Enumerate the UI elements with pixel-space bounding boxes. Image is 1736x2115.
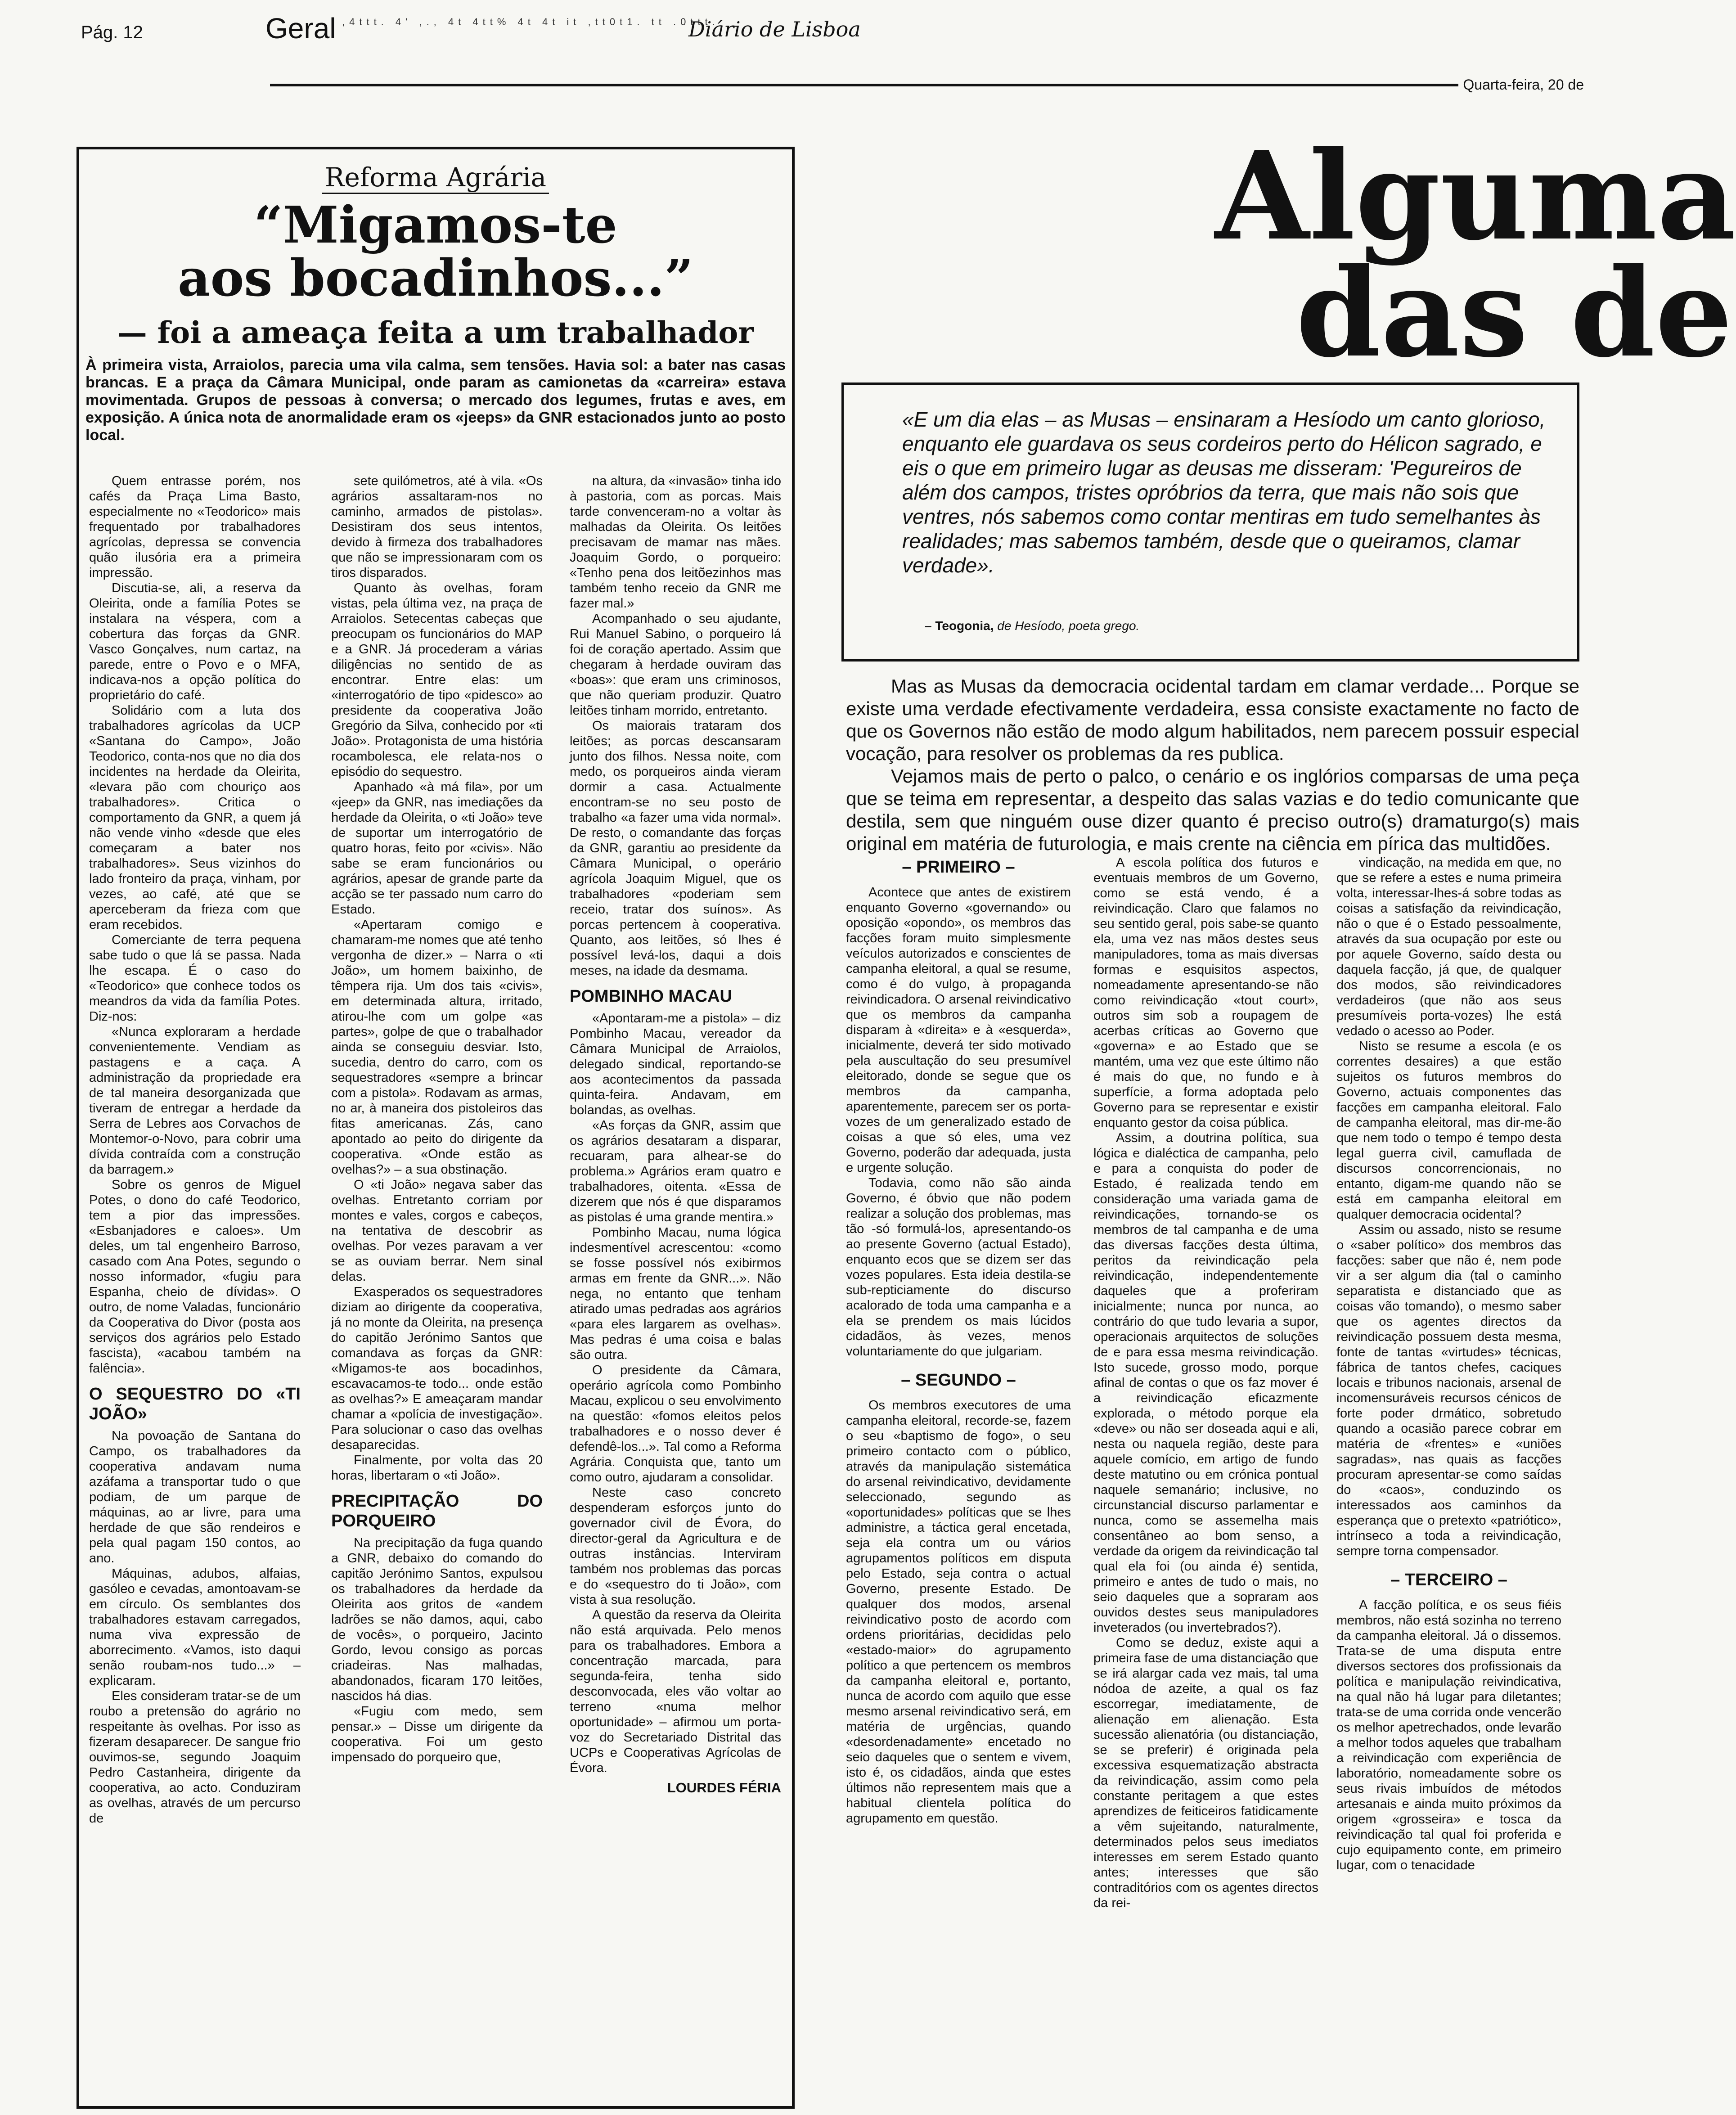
paragraph: vindicação, na medida em que, no que se refere a estes e numa primeira volta, interessar-lhes-á sobre todas as coisas a satisfação da reivindicação, não o que é o Estado pessoalmente, através da sua ocupação por este ou por aquele Governo, saído desta ou daquela facção, já que, de qualquer dos modos, são reivindicadores verdadeiros (que não aos seus presumíveis porta-vozes) lhe está vedado o acesso ao Poder. [1336,855,1561,1038]
right-headline-1: Alguma [1215,124,1736,267]
epigraph-box [841,382,1579,662]
subhead-sequestro: O SEQUESTRO DO «TI JOÃO» [89,1385,301,1423]
rc1b-body [846,1398,1071,1826]
essay-intro [846,675,1579,855]
paragraph: Como se deduz, existe aqui a primeira fase de uma distanciação que se irá alargar cada vez mais, tal uma nódoa de azeite, a qual os faz escorregar, imediatamente, de alienação em alienação. Esta sucessão alienatória (ou distanciação, se se preferir) é originada pela excessiva esquematização abstracta da reivindicação, assim como pela constante peritagem a que estes aprendizes de feiticeiros fatidicamente a vêm sujeitando, naturalmente, determinados pelos seus imediatos interesses em serem Estado quanto antes; interesses que são contraditórios com os agentes directos da rei- [1093,1636,1318,1910]
col1-body [89,473,301,1376]
col2-body [331,473,543,1483]
col1b-body [89,1428,301,1826]
paragraph: Todavia, como não são ainda Governo, é óbvio que não podem realizar a solução dos problemas, mas tão -só formulá-los, apresentando-os ao presente Governo (actual Estado), enquanto ecos que se dizem ser das vozes populares. Esta ideia destila-se sub-repticiamente do discurso acalorado de toda uma campanha e a ela se prendem os mais lúcidos cidadãos, às vezes, menos voluntariamente do que julgariam. [846,1176,1071,1359]
rc3-body [1336,855,1561,1559]
paragraph: Comerciante de terra pequena sabe tudo o que lá se passa. Nada lhe escapa. É o caso do «Teodorico» que conhece todos os meandros da vida da família Potes. Diz-nos: [89,933,301,1024]
paragraph: Acompanhado o seu ajudante, Rui Manuel Sabino, o porqueiro lá foi de coração apertado. Assim que chegaram à herdade ouviram das «boas»: que eram uns criminosos, que não queriam produzir. Quatro leitões tinham morrido, entretanto. [570,612,781,718]
author-signature: LOURDES FÉRIA [667,1780,781,1796]
paragraph: Apanhado «à má fila», por um «jeep» da GNR, nas imediações da herdade da Oleirita, o «ti João» teve de suportar um interrogatório de quatro horas, feito por «civis». Não sabe se eram funcionários ou agrários, apesar de grande parte da acção se ter passado num carro do Estado. [331,780,543,917]
paragraph: «Fugiu com medo, sem pensar.» – Disse um dirigente da cooperativa. Foi um gesto impensado do porqueiro que, [331,1704,543,1764]
paragraph: Na precipitação da fuga quando a GNR, debaixo do comando do capitão Jerónimo Santos, expulsou os trabalhadores da herdade da Oleirita aos gritos de «andem ladrões se não damos, aqui, cabo de vocês», o porqueiro, Jacinto Gordo, levou consigo as porcas criadeiras. Nas malhadas, abandonados, ficaram 170 leitões, nascidos há dias. [331,1536,543,1703]
paragraph: A questão da reserva da Oleirita não está arquivada. Pelo menos para os trabalhadores. Embora a concentração marcada, para segunda-feira, tenha sido desconvocada, eles vão voltar ao terreno «numa melhor oportunidade» – afirmou um porta-voz do Secretariado Distrital das UCPs e Cooperativas Agrícolas de Évora. [570,1608,781,1775]
paragraph: Discutia-se, ali, a reserva da Oleirita, onde a família Potes se instalara na véspera, com a cobertura das forças da GNR. Vasco Gonçalves, num cartaz, na parede, entre o Povo e o MFA, indicava-nos a opção política do proprietário do café. [89,581,301,702]
paragraph: Neste caso concreto despenderam esforços junto do governador civil de Évora, do director-geral da Agricultura e de outras instâncias. Interviram também nos problemas das porcas e do «sequestro do ti João», com vista à sua resolução. [570,1485,781,1607]
paragraph: Solidário com a luta dos trabalhadores agrícolas da UCP «Santana do Campo», João Teodorico, conta-nos que no dia dos incidentes na herdade da Oleirita, «levara pão com chouriço aos trabalhadores». Critica o comportamento da GNR, a quem já não vende vinho «desde que eles começaram a bater nos trabalhadores». Seus vizinhos do lado fronteiro da praça, vinham, por vezes, ao café, até que se aperceberam da frieza com que eram recebidos. [89,703,301,932]
paragraph: A escola política dos futuros e eventuais membros de um Governo, como se está vendo, é a reivindicação. Claro que falamos no seu sentido geral, pois sabe-se quanto ela, uma vez nas mãos destes seus manipuladores, toma as mais diversas formas e esquisitos aspectos, nomeadamente apresentando-se não como reivindicação «tout court», outros sim sob a roupagem de acerbas críticas ao Governo que «governa» e ao Estado que se mantém, uma vez que este último não é mais do que, no fundo e à superfície, a forma adoptada pelo Governo para se representar e existir enquanto gestor da coisa pública. [1093,855,1318,1130]
article-box [76,147,795,2109]
paragraph: Mas as Musas da democracia ocidental tardam em clamar verdade... Porque se existe uma verdade efectivamente verdadeira, essa consiste exactamente no facto de que os Governos não estão de modo algum habilitados, nem parecem possuir especial vocação, para resolver os problemas da res publica. [846,675,1579,764]
essay-column-2 [1093,855,1318,1911]
paragraph: Exasperados os sequestradores diziam ao dirigente da cooperativa, já no monte da Oleirita, na presença do capitão Jerónimo Santos que comandava as forças da GNR: «Migamos-te aos bocadinhos, escavacamos-te todo... onde estão as ovelhas?» E ameaçaram mandar chamar a «polícia de investigação». Para solucionar o caso das ovelhas desaparecidas. [331,1285,543,1452]
paragraph: «Apontaram-me a pistola» – diz Pombinho Macau, vereador da Câmara Municipal de Arraiolos, delegado sindical, reportando-se aos acontecimentos da passada quinta-feira. Andavam, em bolandas, as ovelhas. [570,1011,781,1117]
paragraph: Eles consideram tratar-se de um roubo a pretensão do agrário no respeitante às ovelhas. Por isso as fizeram desaparecer. De sangue frio ouvimos-se, segundo Joaquim Pedro Castanheira, dirigente da cooperativa, ao acto. Conduziram as ovelhas, através de um percurso de [89,1689,301,1826]
paragraph: Quanto às ovelhas, foram vistas, pela última vez, na praça de Arraiolos. Setecentas cabeças que preocupam os funcionários do MAP e a GNR. Já procederam a várias diligências no sentido de as encontrar. Entre elas: um «interrogatório de tipo «pidesco» ao presidente da cooperativa João Gregório da Silva, conhecido por «ti João». Protagonista de uma história rocambolesca, ele relata-nos o episódio do sequestro. [331,581,543,779]
subhead-segundo: – SEGUNDO – [901,1371,1016,1390]
header-rule [270,84,1584,86]
right-headline-2: das de [1296,241,1733,384]
paragraph: Máquinas, adubos, alfaias, gasóleo e cevadas, amontoavam-se em círculo. Os semblantes dos trabalhadores estavam carregados, numa viva expressão de aborrecimento. «Vamos, isto daqui senão roubam-nos tudo...» – explicaram. [89,1566,301,1688]
epigraph-attribution: – Teogonia, de Hesíodo, poeta grego. [925,619,1140,633]
paragraph: Os membros executores de uma campanha eleitoral, recorde-se, fazem o seu «baptismo de fogo», o seu primeiro contacto com o público, através da manipulação sistemática do arsenal reivindicativo, devidamente seleccionado, segundo as «oportunidades» políticas que se lhes administre, a táctica geral encetada, seja ela contra um ou vários agrupamentos políticos em disputa pelo Estado, seja contra o actual Governo, presente Estado. De qualquer dos modos, arsenal reivindicativo posto de acordo com ordens prioritárias, decididas pelo «estado-maior» do agrupamento político a que pertencem os membros da campanha eleitoral e, portanto, nunca de acordo com aquilo que esse mesmo arsenal reivindicativo será, em matéria de urgências, quando «desordenadamente» encetado no seio daqueles que o sentem e vivem, isto é, os cidadãos, ainda que estes últimos não representem mais que a habitual clientela política do agrupamento em questão. [846,1398,1071,1826]
paragraph: «Nunca exploraram a herdade convenientemente. Vendiam as pastagens e a caça. A administração da propriedade era de tal maneira desorganizada que tiveram de entregar a herdade da Serra de Lebres aos Corvachos de Montemor-o-Novo, para cobrir uma dívida contraída com a construção da barragem.» [89,1025,301,1177]
page-number: Pág. 12 [81,22,143,42]
epigraph-text: «E um dia elas – as Musas – ensinaram a Hesíodo um canto glorioso, enquanto ele guardava os seus cordeiros perto do Hélicon sagrado, e eis o que em primeiro lugar as deusas me disseram: 'Pegureiros de além dos campos, tristes opróbrios da terra, que mais não sois que ventres, nós sabemos como contar mentiras em tudo semelhantes às realidades; mas sabemos também, desde que o queiramos, clamar verdade». [902,408,1546,577]
paragraph: O presidente da Câmara, operário agrícola como Pombinho Macau, explicou o seu envolvimento na questão: «fomos eleitos pelos trabalhadores e o nosso dever é defendê-los...». Tal como a Reforma Agrária. Conquista que, tanto um como outro, ajudaram a consolidar. [570,1363,781,1485]
article-column-2 [331,473,543,1765]
subhead-primeiro: – PRIMEIRO – [902,858,1015,877]
essay-column-1 [846,855,1071,1826]
paragraph: Pombinho Macau, numa lógica indesmentível acrescentou: «como se fosse possível nós exibirmos armas em frente da GNR...». Não nega, no entanto que tenham atirado umas pedradas aos agrários «para eles largarem as ovelhas». Mas pedras é uma coisa e balas são outra. [570,1225,781,1362]
paragraph: Acontece que antes de existirem enquanto Governo «governando» ou oposição «opondo», os membros das facções foram muito simplesmente veículos autorizados e conscientes de campanha eleitoral, a qual se resume, como é do vulgo, à propaganda reivindicadora. O arsenal reivindicativo que os membros da campanha disparam à «direita» e à «esquerda», inicialmente, deverá ter sido motivado pela auscultação do seu presumível eleitorado, donde se segue que os membros da campanha, aparentemente, parecem ser os porta-vozes de um generalizado estado de coisas a que só eles, uma vez Governo, poderão dar adequada, justa e urgente solução. [846,885,1071,1175]
article-subtitle: — foi a ameaça feita a um trabalhador [117,315,754,350]
paragraph: A facção política, e os seus fiéis membros, não está sozinha no terreno da campanha eleitoral. Já o dissemos. Trata-se de uma disputa entre diversos sectores dos profissionais da política e manipulação reivindicativa, na qual não há lugar para diletantes; trata-se de uma corrida onde vencerão os melhor apetrechados, onde levarão a melhor todos aqueles que trabalham a reivindicação com experiência de laboratório, nomeadamente sobre os seus rivais imbuídos de métodos artesanais e ainda muito próximos da origem «grosseira» e tosca da reivindicação tal qual foi proferida e cujo equipamento conte, em primeiro lugar, com o tenacidade [1336,1598,1561,1872]
col2b-body [331,1535,543,1765]
article-column-3 [570,473,781,1796]
article-kicker: Reforma Agrária [79,162,792,193]
col3-body [570,473,781,978]
paragraph: O «ti João» negava saber das ovelhas. Entretanto corriam por montes e vales, corgos e cabeços, na tentativa de descobrir as ovelhas. Por vezes paravam a ver se as ouviam berrar. Nem sinal delas. [331,1178,543,1284]
paragraph: sete quilómetros, até à vila. «Os agrários assaltaram-nos no caminho, armados de pistolas». Desistiram dos seus intentos, devido à firmeza dos trabalhadores que não se impressionaram com os tiros disparados. [331,474,543,580]
paragraph: Quem entrasse porém, nos cafés da Praça Lima Basto, especialmente no «Teodorico» mais frequentado por trabalhadores agrícolas, depressa se convencia quão ilusória era a primeira impressão. [89,474,301,580]
subhead-precipitacao: PRECIPITAÇÃO DO PORQUEIRO [331,1492,543,1530]
paragraph: Nisto se resume a escola (e os correntes desaires) a que estão sujeitos os futuros membros do Governo, actuais componentes das facções em campanha eleitoral. Falo de campanha eleitoral, mas dir-me-ão que nem todo o tempo é tempo desta legal guerra civil, camuflada de discursos concorrencionais, no entanto, digam-me quando não se está em campanha eleitoral em qualquer democracia ocidental? [1336,1039,1561,1222]
section-label: Geral [265,12,336,45]
header-noise: ,4ttt. 4' ,., 4t 4tt% 4t 4t it ,tt0t1. tt .0ttt. [342,16,720,27]
paragraph: «Apertaram comigo e chamaram-me nomes que até tenho vergonha de dizer.» – Narra o «ti João», um homem baixinho, de têmpera rija. Um dos tais «civis», em determinada altura, irritado, atirou-lhe com um golpe «as partes», golpe de que o trabalhador ainda se conseguiu desviar. Isto, sucedia, dentro do carro, com os sequestradores «sempre a brincar com a pistola». Rodavam as armas, no ar, à maneira dos pistoleiros das fitas americanas. Zás, cano apontado ao peito do dirigente da cooperativa. «Onde estão as ovelhas?» – a sua obstinação. [331,918,543,1177]
essay-column-3 [1336,855,1561,1873]
article-title: “Migamos-te aos bocadinhos...” [178,196,693,308]
paragraph: Finalmente, por volta das 20 horas, libertaram o «ti João». [331,1453,543,1483]
article-column-1 [89,473,301,1826]
rc1-body [846,885,1071,1359]
rc3b-body [1336,1598,1561,1873]
col3b-body [570,1011,781,1776]
paragraph: «As forças da GNR, assim que os agrários desataram a disparar, recuaram, para alhear-se do problema.» Agrários eram quatro e trabalhadores, oitenta. «Essa de dizerem que nós é que disparamos as pistolas é uma grande mentira.» [570,1118,781,1224]
paragraph: na altura, da «invasão» tinha ido à pastoria, com as porcas. Mais tarde convenceram-no a voltar às malhadas da Oleirita. Os leitões precisavam de mamar nas mães. Joaquim Gordo, o porqueiro: «Tenho pena dos leitõezinhos mas também tenho receio da GNR me fazer mal.» [570,474,781,611]
subhead-terceiro: – TERCEIRO – [1390,1570,1507,1589]
paragraph: Sobre os genros de Miguel Potes, o dono do café Teodorico, tem a pior das impressões. «Esbanjadores e caloes». Um deles, um tal engenheiro Barroso, casado com Ana Potes, segundo o nosso informador, «fugiu para Espanha, cheio de dívidas». O outro, de nome Valadas, funcionário da Cooperativa do Divor (posta aos serviços dos agrários pelo Estado fascista), «acabou também na falência». [89,1178,301,1376]
issue-date: Quarta-feira, 20 de [1458,76,1584,93]
subhead-pombinho: POMBINHO MACAU [570,987,732,1006]
paragraph: Assim, a doutrina política, sua lógica e dialéctica de campanha, pelo e para a conquista do poder de Estado, é realizada tendo em consideração uma variada gama de reivindicações, tornando-se os membros de tal campanha e de uma das diversas facções desta última, peritos da reivindicação pela reivindicação, independentemente daqueles que a proferiram inicialmente; nunca por nunca, ao contrário do que tudo levaria a supor, operacionais arquitectos de soluções de e para essa mesma reivindicação. Isto sucede, grosso modo, porque afinal de contas o que os faz mover é a reivindicação eficazmente explorada, o método porque ela «deve» ou não ser doseada aqui e ali, nesta ou naquela região, deste para aquele comício, em artigo de fundo deste matutino ou em crónica pontual naquele semanário; inclusive, no circunstancial discurso parlamentar e nunca, como se assemelha mais consentâneo ao bom senso, a verdade da origem da reivindicação tal qual ela foi (ou ainda é) sentida, primeiro e antes de tudo o mais, no seio daqueles que a sopraram aos ouvidos destes seus manipuladores inveterados (ou invertebrados?). [1093,1131,1318,1635]
paragraph: Vejamos mais de perto o palco, o cenário e os inglórios comparsas de uma peça que se teima em representar, a despeito das salas vazias e do tedio comunicante que destila, sem que ninguém ouse dizer quanto é preciso outro(s) dramaturgo(s) mais original em matéria de futurologia, e mais crente na ciência em pírica das multidões. [846,765,1579,854]
paragraph: Na povoação de Santana do Campo, os trabalhadores da cooperativa andavam numa azáfama a transportar tudo o que podiam, de um parque de máquinas, ao ar livre, para uma herdade de que são rendeiros e pela qual pagam 150 contos, ao ano. [89,1429,301,1566]
rc2-body [1093,855,1318,1911]
paragraph: Os maiorais trataram dos leitões; as porcas descansaram junto dos filhos. Nessa noite, com medo, os porqueiros ainda vieram dormir a casa. Actualmente encontram-se no seu posto de trabalho «a fazer uma vida normal». De resto, o comandante das forças da GNR, garantiu ao presidente da Câmara Municipal, o operário agrícola Joaquim Miguel, que os trabalhadores «poderiam sem receio, tratar dos suínos». As porcas pertencem à cooperativa. Quanto, aos leitões, só lhes é possível levá-los, daqui a dois meses, na idade da desmama. [570,719,781,978]
article-lede: À primeira vista, Arraiolos, parecia uma vila calma, sem tensões. Havia sol: a bater nas casas brancas. E a praça da Câmara Municipal, onde param as camionetas da «carreira» estava movimentada. Grupos de pessoas à conversa; o mercado dos legumes, frutas e aves, em exposição. A única nota de anormalidade eram os «jeeps» da GNR estacionados junto ao posto local. [85,356,786,444]
paragraph: Assim ou assado, nisto se resume o «saber político» dos membros das facções: saber que não é, nem pode vir a ser algum dia (tal o caminho separatista e distanciado que as coisas vão tomando), o mesmo saber que os agentes directos da reivindicação possuem desta mesma, fonte de tantas «virtudes» técnicas, fábrica de tantos chefes, caciques locais e tribunos nacionais, arsenal de incomensuráveis recursos cénicos de forte poder drmático, sobretudo quando a ocasião parece cobrar em matéria de «frentes» e «uniões sagradas», nas quais as facções procuram apresentar-se como saídas do «caos», conduzindo os interessados aos caminhos da esperança que o pretexto «patriótico», intrínseco a toda a reivindicação, sempre torna compensador. [1336,1223,1561,1558]
masthead: Diário de Lisboa [688,17,861,41]
